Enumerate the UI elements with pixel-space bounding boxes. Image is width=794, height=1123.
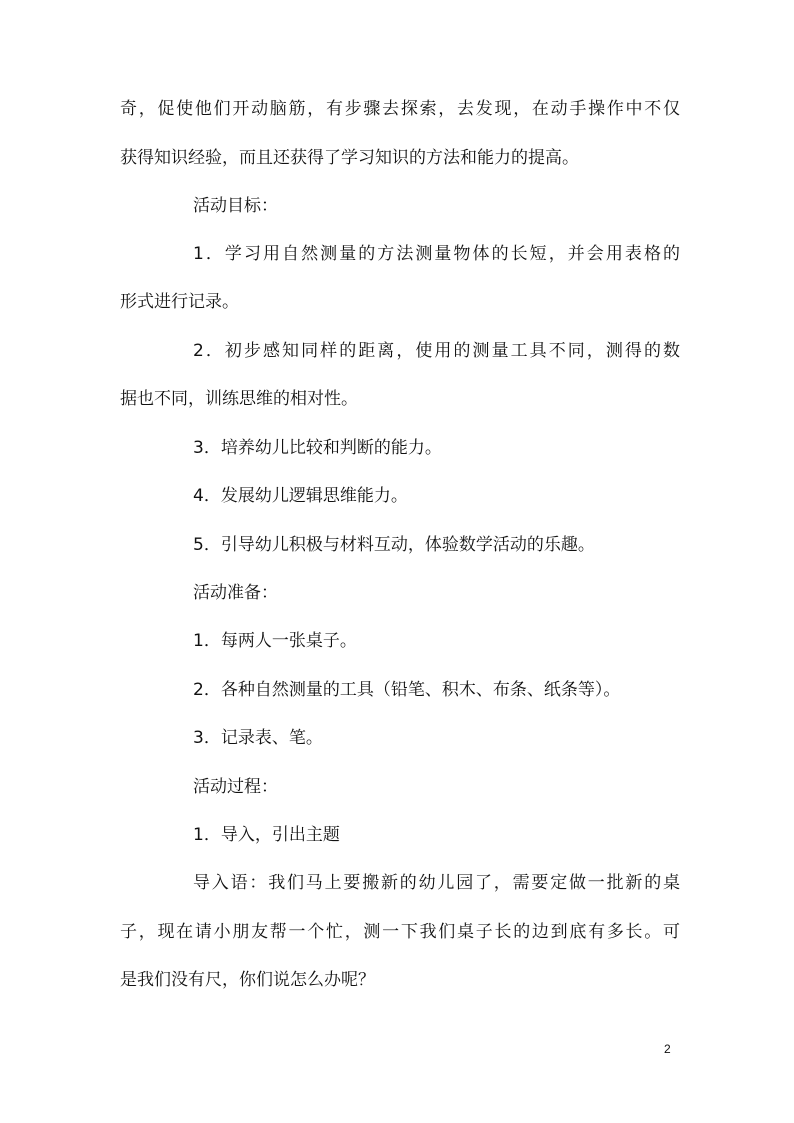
section-heading-preparation: 活动准备： bbox=[193, 583, 278, 603]
paragraph-line: 导入语：我们马上要搬新的幼儿园了，需要定做一批新的桌 bbox=[193, 873, 680, 893]
paragraph-line: 获得知识经验，而且还获得了学习知识的方法和能力的提高。 bbox=[120, 148, 579, 168]
paragraph-line: 奇，促使他们开动脑筋，有步骤去探索，去发现，在动手操作中不仅 bbox=[120, 99, 680, 119]
list-item: 4．发展幼儿逻辑思维能力。 bbox=[193, 486, 408, 506]
list-item: 2．初步感知同样的距离，使用的测量工具不同，测得的数 bbox=[193, 341, 680, 361]
list-item-continuation: 据也不同，训练思维的相对性。 bbox=[120, 389, 358, 409]
paragraph-line: 是我们没有尺，你们说怎么办呢？ bbox=[120, 970, 375, 990]
section-heading-process: 活动过程： bbox=[193, 777, 278, 797]
page-number: 2 bbox=[664, 1042, 671, 1056]
list-item: 2．各种自然测量的工具（铅笔、积木、布条、纸条等）。 bbox=[193, 680, 621, 700]
list-item-continuation: 形式进行记录。 bbox=[120, 292, 239, 312]
list-item: 1．导入，引出主题 bbox=[193, 825, 340, 845]
paragraph-line: 子，现在请小朋友帮一个忙，测一下我们桌子长的边到底有多长。可 bbox=[120, 922, 680, 942]
list-item: 3．记录表、笔。 bbox=[193, 728, 323, 748]
section-heading-goals: 活动目标： bbox=[193, 196, 278, 216]
list-item: 1．学习用自然测量的方法测量物体的长短，并会用表格的 bbox=[193, 244, 680, 264]
list-item: 1．每两人一张桌子。 bbox=[193, 631, 357, 651]
list-item: 3．培养幼儿比较和判断的能力。 bbox=[193, 438, 442, 458]
list-item: 5．引导幼儿积极与材料互动，体验数学活动的乐趣。 bbox=[193, 535, 595, 555]
